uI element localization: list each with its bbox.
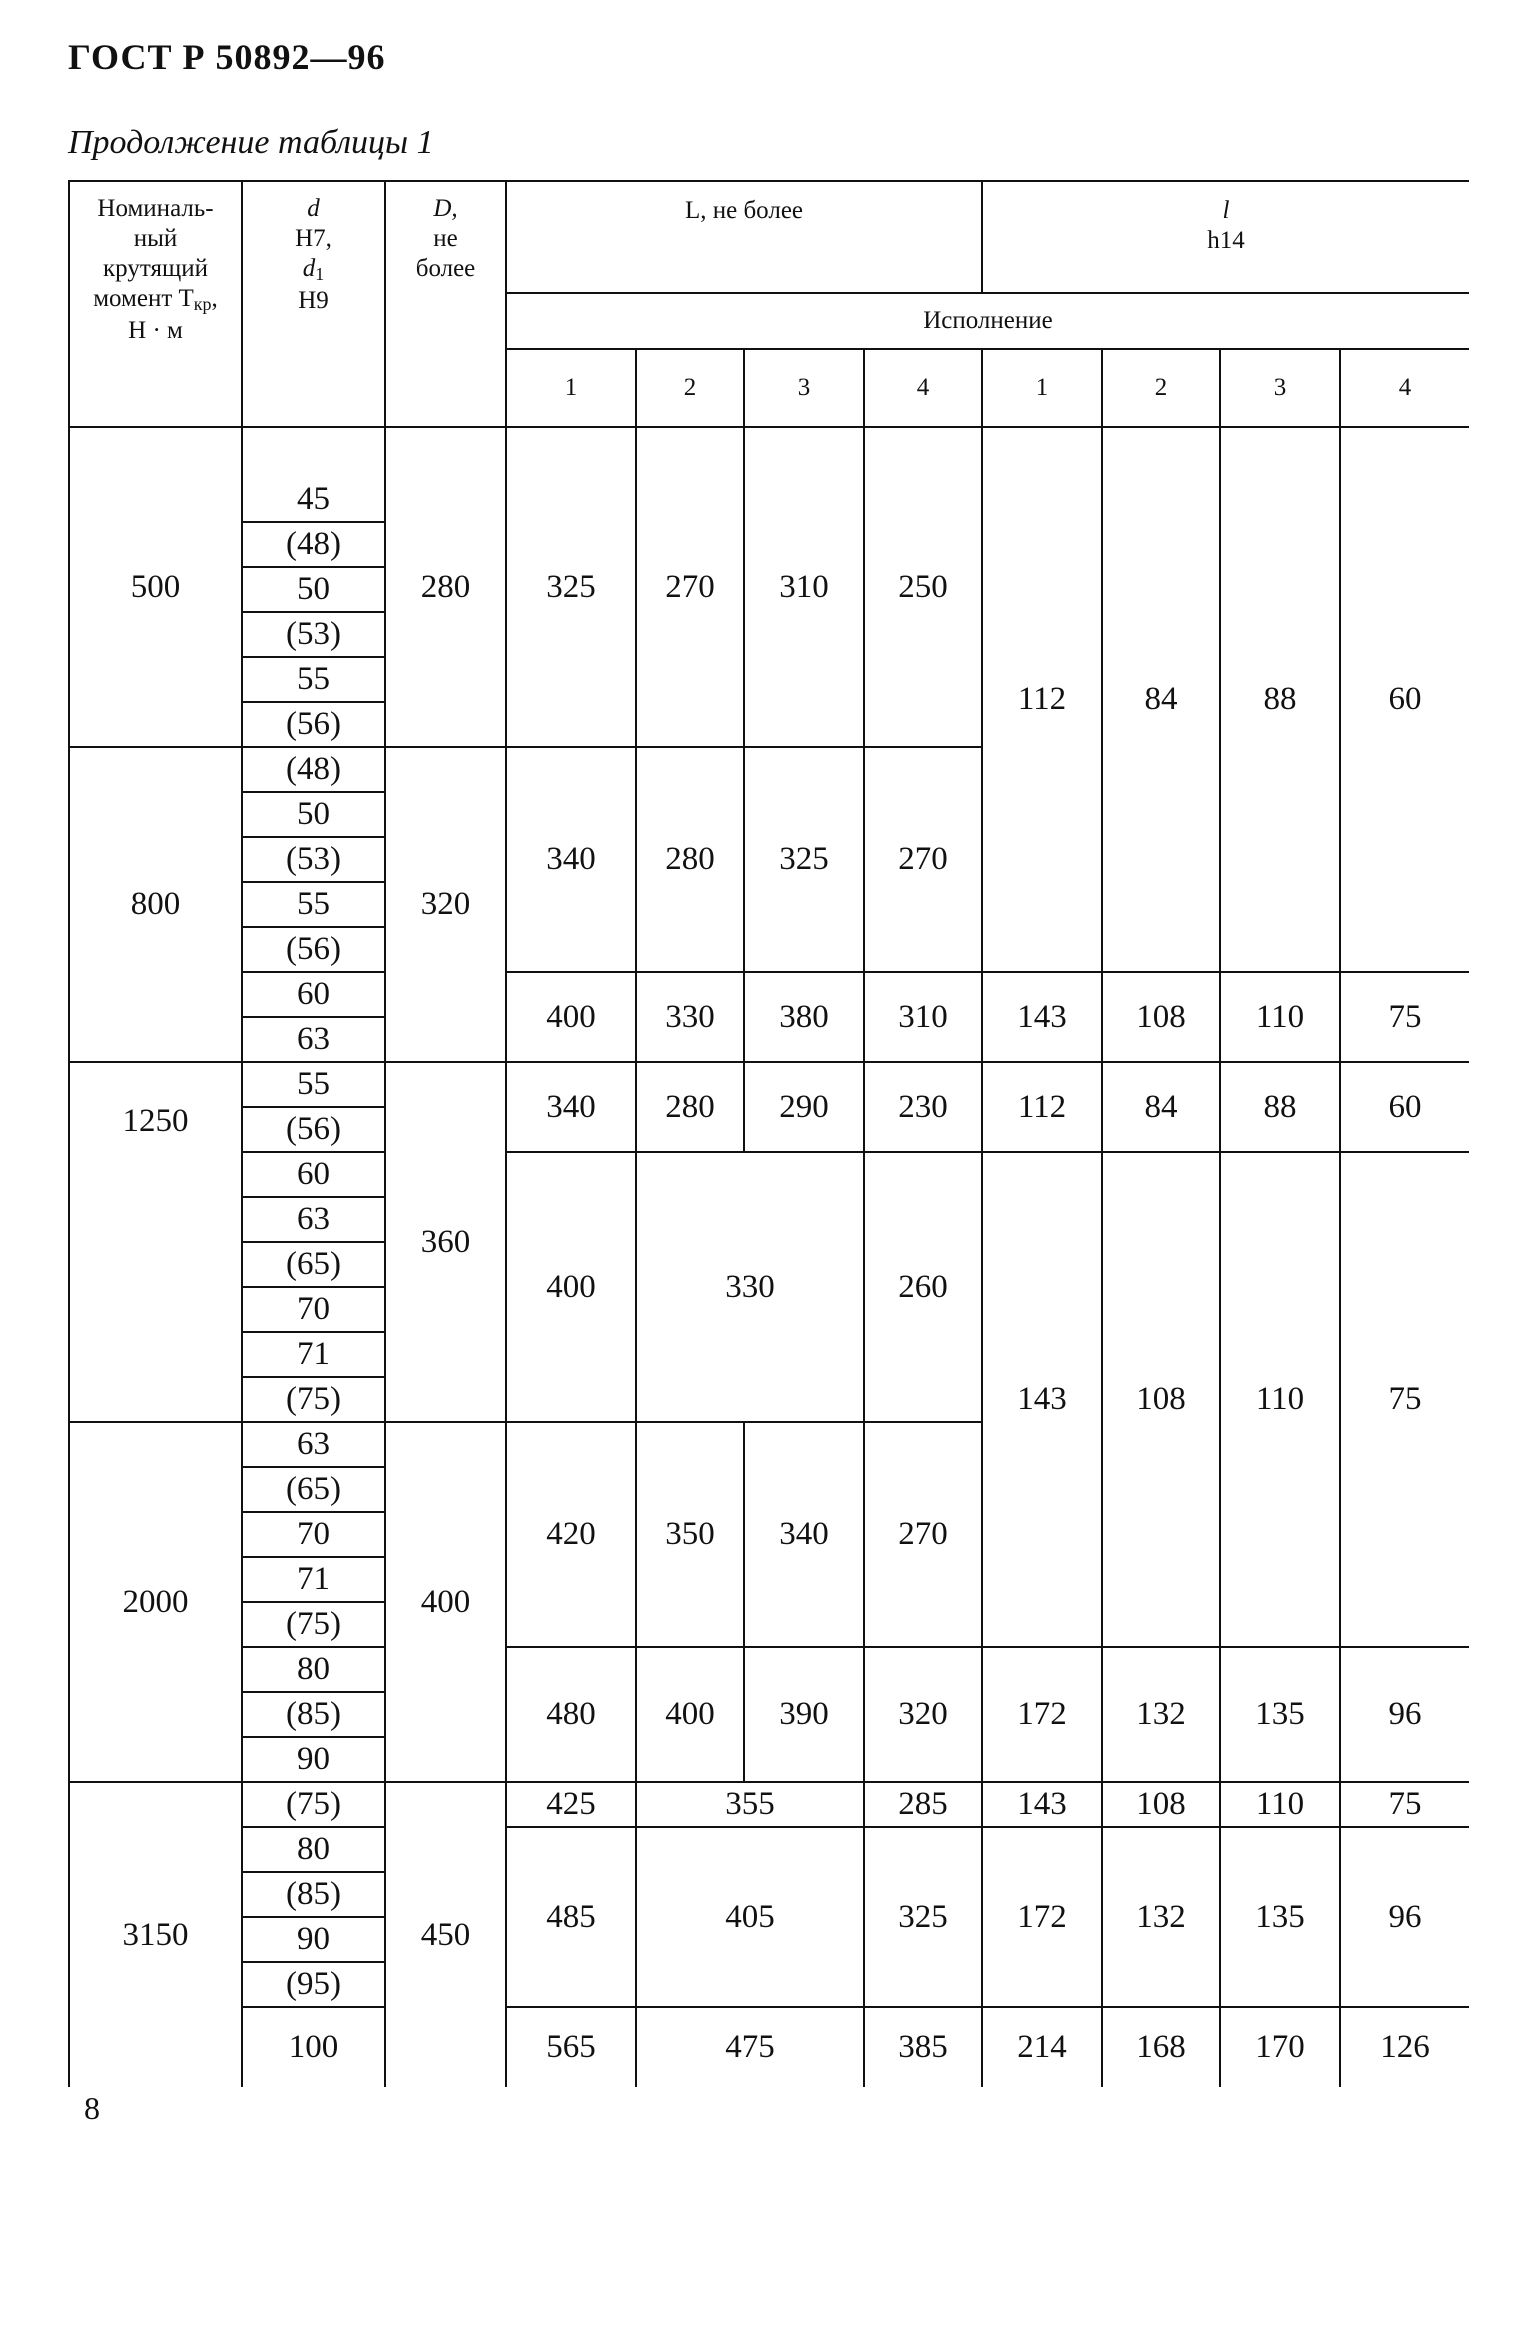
d-cell: 90 <box>242 1737 385 1782</box>
l-cell: 60 <box>1340 427 1469 972</box>
L-cell: 420 <box>506 1422 636 1647</box>
d-cell: 80 <box>242 1647 385 1692</box>
D-cell: 360 <box>385 1062 506 1422</box>
L-cell: 280 <box>636 1062 744 1152</box>
l-cell: 168 <box>1102 2007 1220 2087</box>
d-cell: (75) <box>242 1782 385 1827</box>
l-cell: 96 <box>1340 1827 1469 2007</box>
d-cell: 55 <box>242 657 385 702</box>
l-cell: 143 <box>982 1782 1102 1827</box>
d-cell: 90 <box>242 1917 385 1962</box>
L-cell: 325 <box>864 1827 982 2007</box>
dimensions-table <box>68 180 1469 2087</box>
d-cell: 50 <box>242 792 385 837</box>
D-cell: 450 <box>385 1782 506 2087</box>
l-cell: 108 <box>1102 1152 1220 1647</box>
torque-cell: 500 <box>69 427 242 747</box>
L-cell: 330 <box>636 972 744 1062</box>
l-cell: 135 <box>1220 1827 1340 2007</box>
l-cell: 172 <box>982 1827 1102 2007</box>
torque-cell: 3150 <box>69 1782 242 2087</box>
L-cell: 480 <box>506 1647 636 1782</box>
L-cell: 485 <box>506 1827 636 2007</box>
exec-number: 2 <box>636 349 744 427</box>
L-cell: 270 <box>864 747 982 972</box>
d-cell: (75) <box>242 1602 385 1647</box>
l-cell: 108 <box>1102 1782 1220 1827</box>
d-cell: 63 <box>242 1017 385 1062</box>
D-cell: 400 <box>385 1422 506 1782</box>
d-cell: 60 <box>242 1152 385 1197</box>
header-l: l h14 <box>982 181 1469 293</box>
d-cell: 71 <box>242 1332 385 1377</box>
l-cell: 75 <box>1340 1152 1469 1647</box>
l-cell: 75 <box>1340 972 1469 1062</box>
d-cell: 100 <box>242 2007 385 2087</box>
l-cell: 172 <box>982 1647 1102 1782</box>
l-cell: 170 <box>1220 2007 1340 2087</box>
l-cell: 143 <box>982 972 1102 1062</box>
L-cell: 565 <box>506 2007 636 2087</box>
d-cell: (75) <box>242 1377 385 1422</box>
d-cell: (95) <box>242 1962 385 2007</box>
d-cell: (48) <box>242 522 385 567</box>
torque-cell: 2000 <box>69 1422 242 1782</box>
L-cell: 250 <box>864 427 982 747</box>
d-cell: 55 <box>242 1062 385 1107</box>
L-cell: 310 <box>744 427 864 747</box>
exec-number: 4 <box>864 349 982 427</box>
table-caption: Продолжение таблицы 1 <box>68 124 434 161</box>
d-cell: (53) <box>242 837 385 882</box>
d-cell: 71 <box>242 1557 385 1602</box>
L-cell: 230 <box>864 1062 982 1152</box>
l-cell: 84 <box>1102 1062 1220 1152</box>
l-cell: 75 <box>1340 1782 1469 1827</box>
d-cell: 60 <box>242 972 385 1017</box>
L-cell: 325 <box>506 427 636 747</box>
exec-number: 3 <box>744 349 864 427</box>
L-cell: 270 <box>636 427 744 747</box>
header-torque: Номиналь- ный крутящий момент $T_{кр}$, Н · м <box>69 181 242 427</box>
d-cell: (56) <box>242 702 385 747</box>
torque-cell: 1250 <box>69 1062 242 1422</box>
L-cell: 355 <box>636 1782 864 1827</box>
l-cell: 126 <box>1340 2007 1469 2087</box>
d-cell: 55 <box>242 882 385 927</box>
l-cell: 214 <box>982 2007 1102 2087</box>
L-cell: 320 <box>864 1647 982 1782</box>
l-cell: 88 <box>1220 1062 1340 1152</box>
document-code: ГОСТ Р 50892—96 <box>68 37 386 77</box>
header-execution: Исполнение <box>506 293 1469 349</box>
header-L: L, не более <box>506 181 982 293</box>
l-cell: 96 <box>1340 1647 1469 1782</box>
L-cell: 400 <box>506 972 636 1062</box>
L-cell: 340 <box>506 747 636 972</box>
L-cell: 380 <box>744 972 864 1062</box>
d-cell: 63 <box>242 1422 385 1467</box>
L-cell: 475 <box>636 2007 864 2087</box>
d-cell: 70 <box>242 1287 385 1332</box>
header-d: d H7, $d_1$ H9 <box>242 181 385 427</box>
L-cell: 350 <box>636 1422 744 1647</box>
d-cell: (53) <box>242 612 385 657</box>
d-cell: (85) <box>242 1692 385 1737</box>
L-cell: 290 <box>744 1062 864 1152</box>
L-cell: 270 <box>864 1422 982 1647</box>
exec-number: 1 <box>506 349 636 427</box>
L-cell: 325 <box>744 747 864 972</box>
d-cell: 70 <box>242 1512 385 1557</box>
exec-number: 3 <box>1220 349 1340 427</box>
d-cell: (65) <box>242 1242 385 1287</box>
L-cell: 425 <box>506 1782 636 1827</box>
exec-number: 4 <box>1340 349 1469 427</box>
L-cell: 400 <box>506 1152 636 1422</box>
L-cell: 280 <box>636 747 744 972</box>
l-cell: 88 <box>1220 427 1340 972</box>
l-cell: 60 <box>1340 1062 1469 1152</box>
L-cell: 400 <box>636 1647 744 1782</box>
d-cell: (85) <box>242 1872 385 1917</box>
d-cell: (56) <box>242 927 385 972</box>
l-cell: 143 <box>982 1152 1102 1647</box>
L-cell: 260 <box>864 1152 982 1422</box>
L-cell: 405 <box>636 1827 864 2007</box>
l-cell: 112 <box>982 1062 1102 1152</box>
exec-number: 1 <box>982 349 1102 427</box>
d-cell: 50 <box>242 567 385 612</box>
exec-number: 2 <box>1102 349 1220 427</box>
l-cell: 112 <box>982 427 1102 972</box>
l-cell: 110 <box>1220 1782 1340 1827</box>
d-cell: 80 <box>242 1827 385 1872</box>
page-number: 8 <box>84 2090 100 2126</box>
l-cell: 110 <box>1220 1152 1340 1647</box>
D-cell: 280 <box>385 427 506 747</box>
d-cell: 63 <box>242 1197 385 1242</box>
L-cell: 340 <box>506 1062 636 1152</box>
l-cell: 135 <box>1220 1647 1340 1782</box>
d-cell: (48) <box>242 747 385 792</box>
l-cell: 132 <box>1102 1647 1220 1782</box>
L-cell: 340 <box>744 1422 864 1647</box>
d-cell: (65) <box>242 1467 385 1512</box>
header-D: D, не более <box>385 181 506 427</box>
l-cell: 132 <box>1102 1827 1220 2007</box>
d-cell <box>242 427 385 478</box>
L-cell: 390 <box>744 1647 864 1782</box>
D-cell: 320 <box>385 747 506 1062</box>
L-cell: 285 <box>864 1782 982 1827</box>
l-cell: 84 <box>1102 427 1220 972</box>
d-cell: 45 <box>242 478 385 522</box>
L-cell: 385 <box>864 2007 982 2087</box>
l-cell: 108 <box>1102 972 1220 1062</box>
torque-cell: 800 <box>69 747 242 1062</box>
L-cell: 330 <box>636 1152 864 1422</box>
d-cell: (56) <box>242 1107 385 1152</box>
l-cell: 110 <box>1220 972 1340 1062</box>
L-cell: 310 <box>864 972 982 1062</box>
